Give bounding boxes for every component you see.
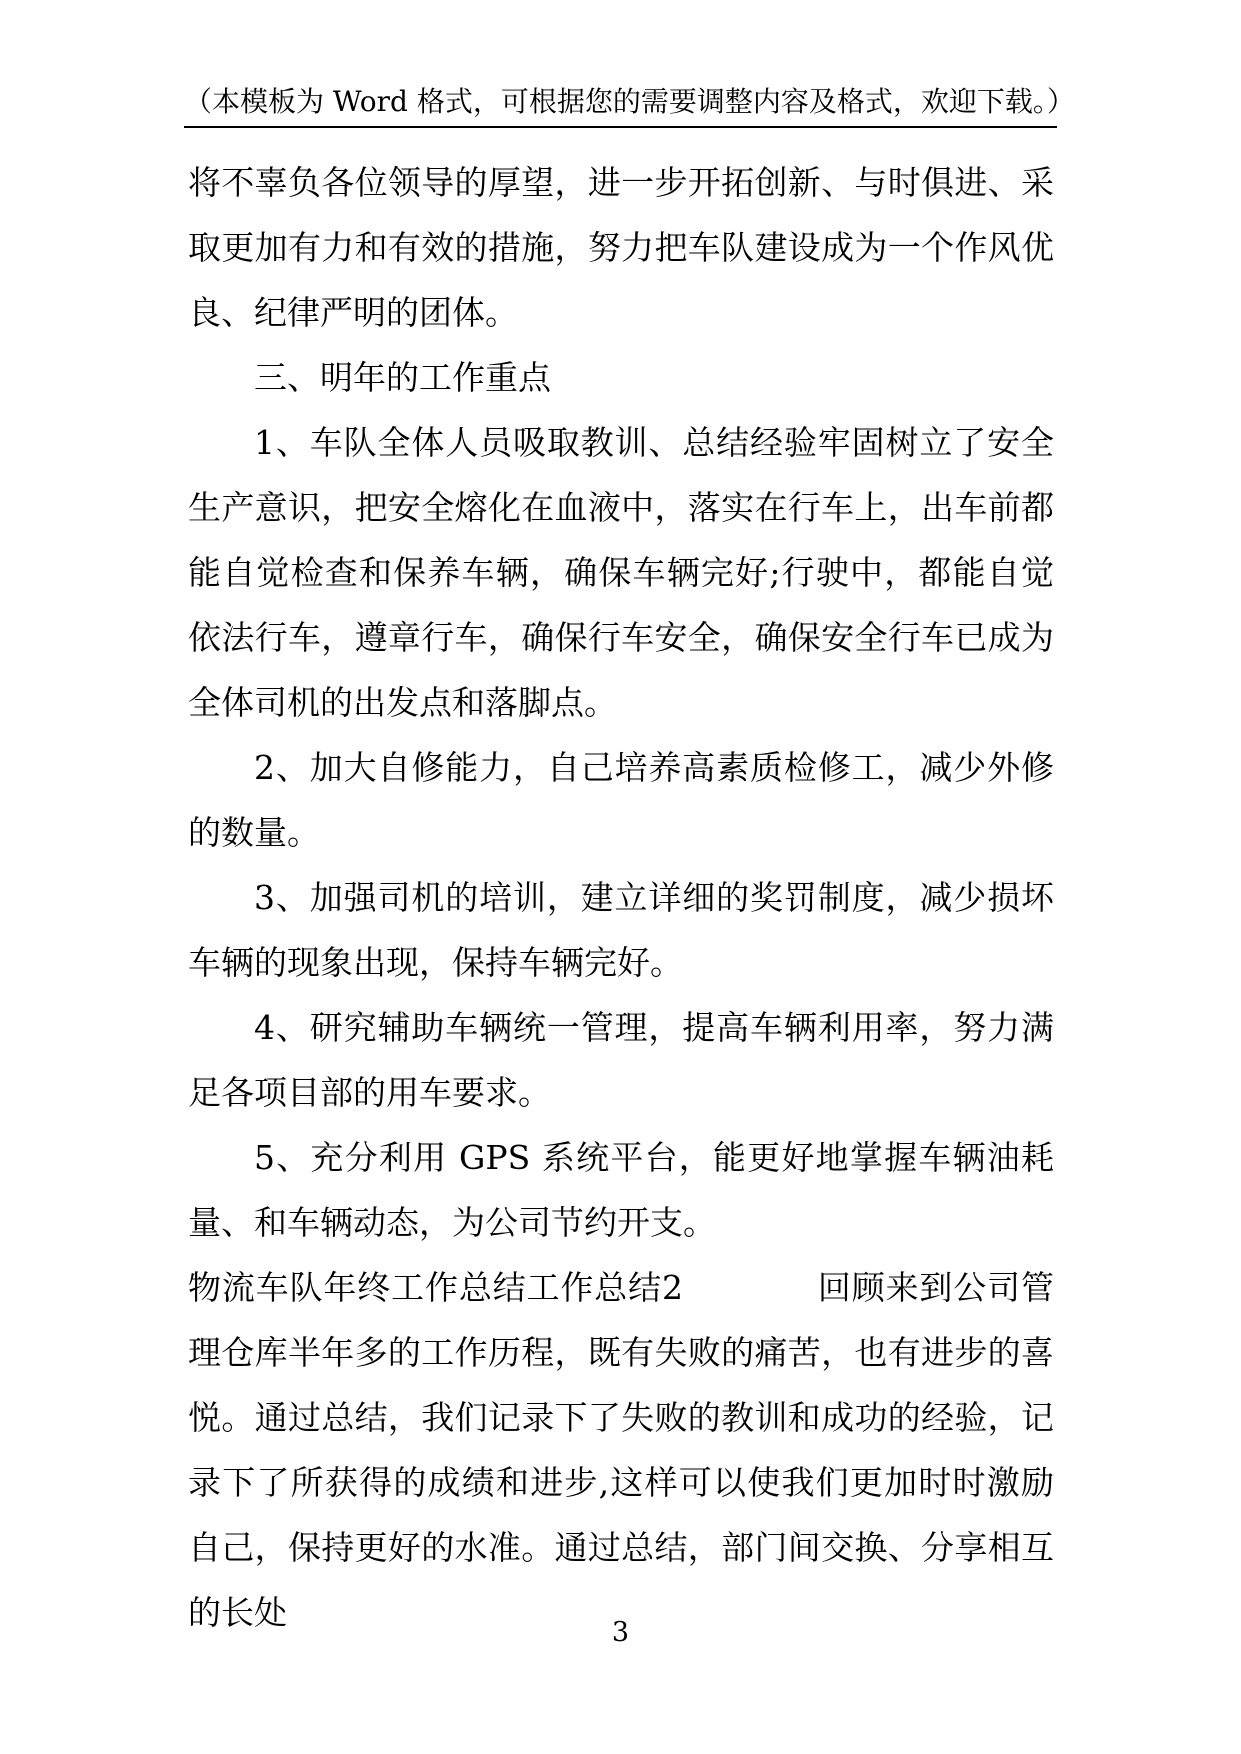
list-item-5: 5、充分利用 GPS 系统平台，能更好地掌握车辆油耗量、和车辆动态，为公司节约开支。	[188, 1138, 1054, 1242]
page-footer	[0, 1616, 1241, 1650]
list-item-2: 2、加大自修能力，自己培养高素质检修工，减少外修的数量。	[188, 748, 1054, 852]
summary-2-text: 回顾来到公司管理仓库半年多的工作历程，既有失败的痛苦，也有进步的喜悦。通过总结，我们记录下了失败的教训和成功的经验，记录下了所获得的成绩和进步,这样可以使我们更加时时激励自己，保持更好的水准。通过总结，部门间交换、分享相互的长处	[188, 1268, 1055, 1632]
list-item-3: 3、加强司机的培训，建立详细的奖罚制度，减少损坏车辆的现象出现，保持车辆完好。	[188, 878, 1054, 982]
header-note: （本模板为 Word 格式，可根据您的需要调整内容及格式，欢迎下载。）	[184, 85, 1075, 118]
paragraph-summary-2	[188, 1255, 1054, 1645]
section-heading-3: 三、明年的工作重点	[254, 358, 551, 397]
list-item-1: 1、车队全体人员吸取教训、总结经验牢固树立了安全生产意识，把安全熔化在血液中，落实在行车上，出车前都能自觉检查和保养车辆，确保车辆完好;行驶中，都能自觉依法行车，遵章行车，确保行车安全，确保安全行车已成为全体司机的出发点和落脚点。	[188, 423, 1054, 722]
list-item-4: 4、研究辅助车辆统一管理，提高车辆利用率，努力满足各项目部的用车要求。	[188, 1008, 1054, 1112]
paragraph-continuation: 将不辜负各位领导的厚望，进一步开拓创新、与时俱进、采取更加有力和有效的措施，努力把车队建设成为一个作风优良、纪律严明的团体。	[188, 163, 1054, 332]
page-number: 3	[611, 1617, 630, 1648]
summary-2-heading: 物流车队年终工作总结工作总结2	[188, 1268, 683, 1307]
document-body	[188, 150, 1054, 1645]
page-header	[184, 84, 1075, 128]
